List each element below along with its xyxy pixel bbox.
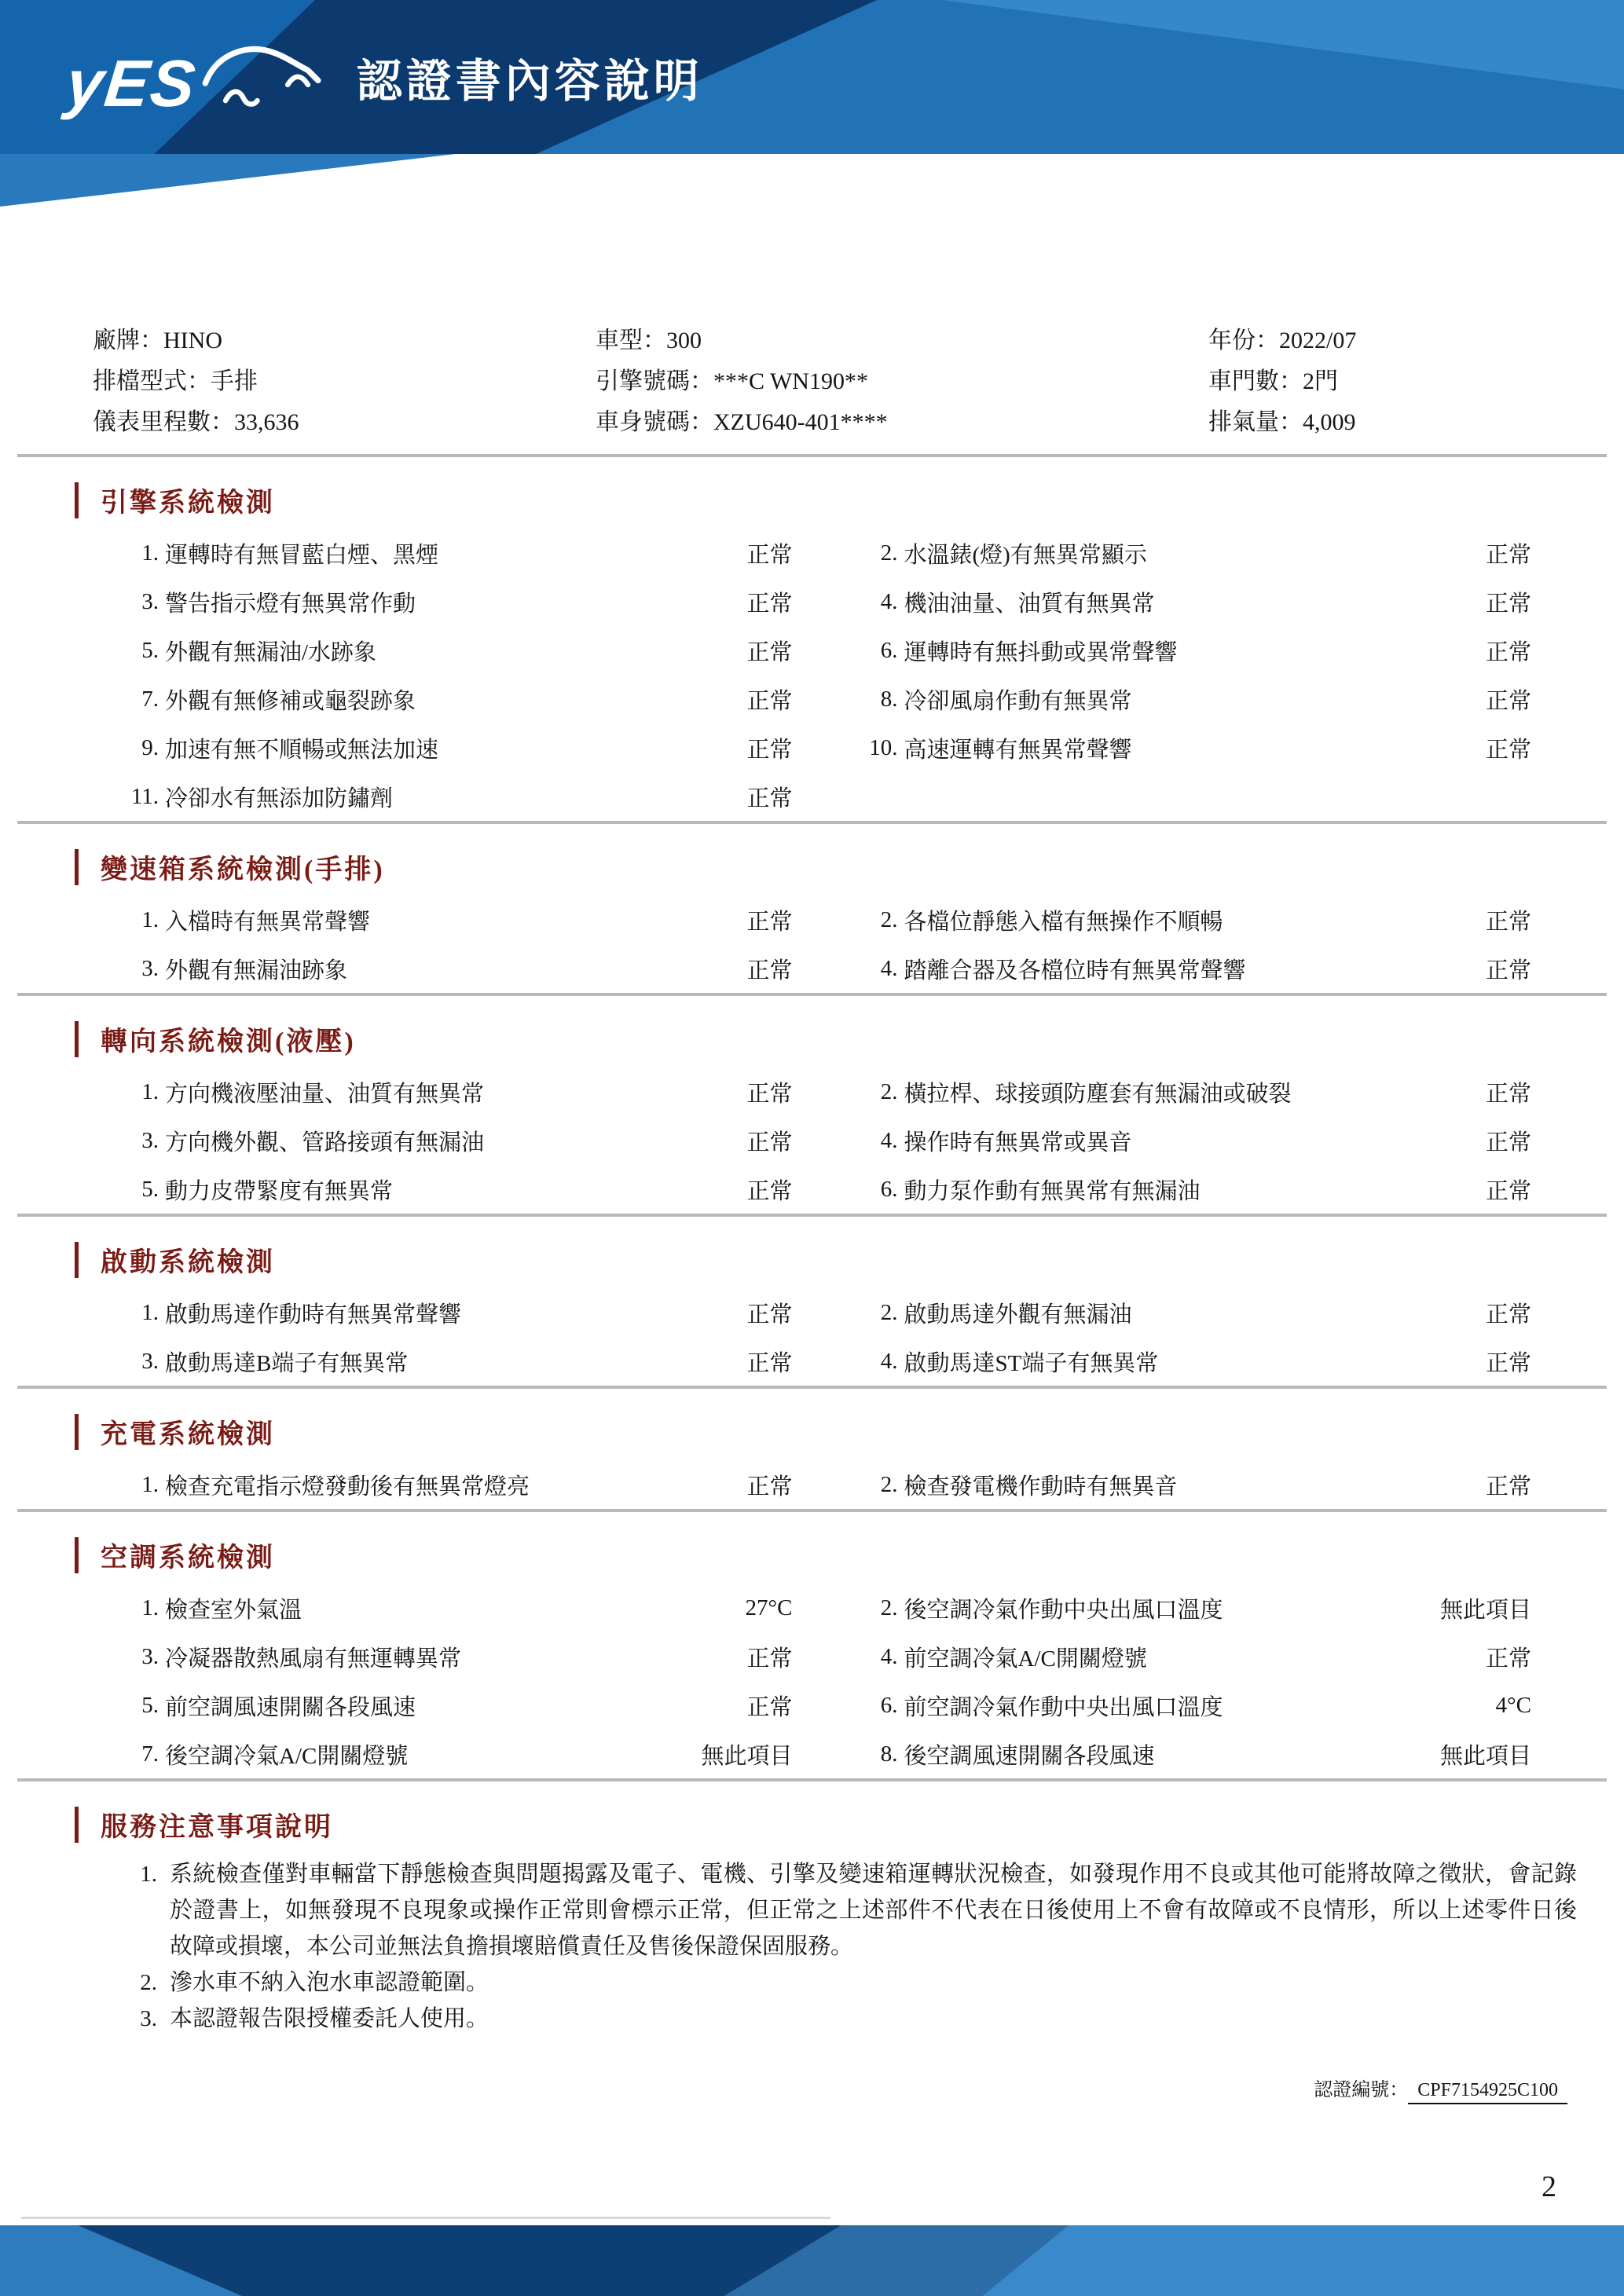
info-label: 排檔型式： <box>93 368 211 394</box>
item-label: 外觀有無漏油/水跡象 <box>165 639 377 665</box>
item-label: 方向機外觀、管路接頭有無漏油 <box>165 1130 485 1155</box>
section-title-bar <box>75 1242 79 1278</box>
item-number: 2. <box>880 1471 898 1497</box>
item-label: 冷卻風扇作動有無異常 <box>904 688 1132 714</box>
page-title: 認證書內容說明 <box>356 56 703 107</box>
item-number: 4. <box>880 1127 898 1153</box>
section-title <box>75 481 1624 519</box>
item-number: 2. <box>880 540 898 566</box>
item-number: 1. <box>141 1078 159 1104</box>
item-label: 橫拉桿、球接頭防塵套有無漏油或破裂 <box>904 1081 1292 1107</box>
item-number: 1. <box>141 1471 159 1497</box>
item-label: 動力泵作動有無異常有無漏油 <box>904 1178 1201 1204</box>
item-status: 正常 <box>1485 542 1531 568</box>
check-item <box>118 1632 793 1681</box>
item-number: 5. <box>141 1176 159 1202</box>
item-number: 1. <box>141 906 159 932</box>
item-status: 正常 <box>1485 591 1531 617</box>
section-title-text: 引擎系統檢測 <box>101 489 275 518</box>
check-item <box>857 675 1532 723</box>
section-title <box>75 848 1624 886</box>
check-item <box>118 772 793 821</box>
item-label: 水溫錶(燈)有無異常顯示 <box>904 542 1147 568</box>
info-value: HINO <box>163 328 222 353</box>
item-label: 機油油量、油質有無異常 <box>904 591 1155 617</box>
item-status: 正常 <box>1485 958 1531 983</box>
item-status: 正常 <box>746 1302 793 1327</box>
check-items <box>118 1067 1531 1214</box>
note-item <box>118 1856 1577 1965</box>
section-title-text: 轉向系統檢測(液壓) <box>101 1027 356 1056</box>
info-value: 2022/07 <box>1279 328 1357 353</box>
section-title <box>75 1020 1624 1058</box>
check-item <box>118 1288 793 1337</box>
section-title-text: 空調系統檢測 <box>101 1543 275 1573</box>
item-status: 正常 <box>1485 1081 1531 1107</box>
item-number: 6. <box>880 637 898 663</box>
item-label: 啟動馬達B端子有無異常 <box>165 1350 409 1376</box>
note-item <box>118 1965 1577 2001</box>
section-title-bar <box>75 849 79 885</box>
item-label: 冷凝器散熱風扇有無運轉異常 <box>165 1646 462 1672</box>
item-label: 後空調冷氣作動中央出風口溫度 <box>904 1597 1223 1623</box>
item-status: 無此項目 <box>1439 1743 1531 1769</box>
check-item <box>118 895 793 944</box>
item-label: 檢查室外氣溫 <box>165 1597 302 1623</box>
item-number: 6. <box>880 1692 898 1718</box>
check-item <box>118 1681 793 1730</box>
info-label: 年份： <box>1208 328 1279 353</box>
inspection-section <box>0 481 1624 821</box>
section-title-text: 變速箱系統檢測(手排) <box>101 855 385 884</box>
note-text: 系統檢查僅對車輛當下靜態檢查與問題揭露及電子、電機、引擎及變速箱運轉狀況檢查，如發現作用不良或其他可能將故障之徵狀，會記錄於證書上，如無發現不良現象或操作正常則會標示正常，但正常之上述部件不代表在日後使用上不會有故障或不良情形，所以上述零件日後故障或損壞，本公司並無法負擔損壞賠償責任及售後保證保固服務。 <box>170 1862 1577 1959</box>
item-number: 2. <box>880 906 898 932</box>
check-item <box>118 1460 793 1509</box>
item-label: 啟動馬達ST端子有無異常 <box>904 1350 1159 1376</box>
section-title <box>75 1240 1624 1279</box>
item-label: 警告指示燈有無異常作動 <box>165 591 416 617</box>
item-number: 4. <box>880 1348 898 1374</box>
page-header <box>0 0 1624 154</box>
info-label: 車門數： <box>1208 368 1303 394</box>
section-title <box>75 1805 1624 1844</box>
item-label: 各檔位靜態入檔有無操作不順暢 <box>904 909 1223 935</box>
item-status: 正常 <box>746 688 793 714</box>
item-number: 3. <box>141 1348 159 1374</box>
check-item <box>118 577 793 626</box>
item-status: 正常 <box>746 958 793 983</box>
item-number: 4. <box>880 955 898 981</box>
item-label: 前空調冷氣作動中央出風口溫度 <box>904 1694 1223 1720</box>
info-label: 廠牌： <box>93 328 163 353</box>
item-number: 3. <box>141 588 159 614</box>
item-number: 2. <box>880 1299 898 1325</box>
item-label: 檢查發電機作動時有無異音 <box>904 1474 1178 1500</box>
vehicle-info-field <box>1208 320 1624 361</box>
item-label: 加速有無不順暢或無法加速 <box>165 737 439 763</box>
item-status: 正常 <box>746 1474 793 1500</box>
note-text: 本認證報告限授權委託人使用。 <box>170 2006 489 2031</box>
info-label: 車身號碼： <box>596 409 713 435</box>
item-label: 外觀有無漏油跡象 <box>165 958 348 983</box>
item-status: 正常 <box>746 909 793 935</box>
check-items <box>118 529 1531 821</box>
item-number: 6. <box>880 1176 898 1202</box>
item-label: 檢查充電指示燈發動後有無異常燈亮 <box>165 1474 530 1500</box>
yes-logo-text: yES <box>63 46 200 120</box>
info-label: 車型： <box>596 328 666 353</box>
vehicle-info-field <box>93 402 596 443</box>
check-items <box>118 895 1531 993</box>
check-item <box>857 1681 1532 1730</box>
section-title-bar <box>75 1414 79 1450</box>
item-label: 冷卻水有無添加防鏽劑 <box>165 785 394 811</box>
check-items <box>118 1460 1531 1509</box>
check-item <box>118 675 793 723</box>
vehicle-info-field <box>596 361 1208 402</box>
certificate-number-value: CPF7154925C100 <box>1408 2080 1567 2104</box>
item-status: 正常 <box>1485 1130 1531 1155</box>
section-title <box>75 1412 1624 1451</box>
item-number: 1. <box>141 540 159 566</box>
item-status: 正常 <box>1485 1646 1531 1672</box>
item-number: 7. <box>141 1741 159 1767</box>
vehicle-info-field <box>596 320 1208 361</box>
item-status: 正常 <box>1485 1350 1531 1376</box>
certificate-number <box>1314 2074 1567 2101</box>
check-item <box>118 626 793 675</box>
item-number: 4. <box>880 588 898 614</box>
inspection-section <box>0 1020 1624 1214</box>
inspection-section <box>0 1536 1624 1778</box>
item-number: 2. <box>880 1078 898 1104</box>
section-title-bar <box>75 1021 79 1057</box>
section-title <box>75 1536 1624 1574</box>
info-value: ***C WN190** <box>713 368 868 394</box>
check-item <box>118 944 793 993</box>
inspection-section <box>0 1412 1624 1509</box>
section-divider <box>17 821 1607 824</box>
info-label: 引擎號碼： <box>596 368 713 394</box>
section-title-text: 充電系統檢測 <box>101 1420 275 1449</box>
inspection-section <box>0 848 1624 993</box>
item-number: 3. <box>141 1127 159 1153</box>
section-divider <box>17 993 1607 996</box>
item-number: 10. <box>869 734 898 760</box>
check-item <box>118 1584 793 1632</box>
check-item <box>857 1288 1532 1337</box>
item-number: 8. <box>880 686 898 712</box>
item-status: 正常 <box>746 542 793 568</box>
note-number: 2. <box>140 1970 157 1995</box>
vehicle-info-grid <box>0 320 1624 443</box>
check-item <box>857 1116 1532 1165</box>
check-item <box>857 626 1532 675</box>
item-label: 啟動馬達外觀有無漏油 <box>904 1302 1132 1327</box>
item-status: 正常 <box>746 785 793 811</box>
check-item <box>118 1165 793 1214</box>
check-item <box>857 1632 1532 1681</box>
item-status: 正常 <box>746 1178 793 1204</box>
section-divider <box>17 1214 1607 1217</box>
item-number: 1. <box>141 1595 159 1620</box>
item-status: 正常 <box>1485 1474 1531 1500</box>
item-label: 運轉時有無抖動或異常聲響 <box>904 639 1178 665</box>
item-status: 無此項目 <box>701 1743 793 1769</box>
certificate-number-label: 認證編號： <box>1314 2080 1409 2100</box>
item-number: 3. <box>141 955 159 981</box>
check-item <box>118 1337 793 1386</box>
vehicle-info-field <box>93 320 596 361</box>
item-label: 運轉時有無冒藍白煙、黑煙 <box>165 542 439 568</box>
yes-logo <box>63 38 325 120</box>
item-status: 正常 <box>746 1130 793 1155</box>
check-items <box>118 1584 1531 1778</box>
item-label: 外觀有無修補或龜裂跡象 <box>165 688 416 714</box>
item-number: 8. <box>880 1741 898 1767</box>
check-item <box>118 1067 793 1116</box>
page-footer <box>0 2225 1624 2296</box>
item-status: 正常 <box>1485 737 1531 763</box>
item-status: 正常 <box>1485 639 1531 665</box>
section-title-bar <box>75 482 79 518</box>
check-item <box>857 1460 1532 1509</box>
check-items <box>118 1288 1531 1386</box>
info-value: 300 <box>666 328 702 353</box>
section-title-bar <box>75 1807 79 1843</box>
header-inner <box>0 0 1624 154</box>
footer-accent-line <box>21 2217 830 2219</box>
section-divider <box>17 1509 1607 1512</box>
item-status: 正常 <box>746 1081 793 1107</box>
item-label: 入檔時有無異常聲響 <box>165 909 371 935</box>
section-title-text: 服務注意事項說明 <box>101 1813 333 1842</box>
check-item <box>118 529 793 577</box>
item-number: 5. <box>141 1692 159 1718</box>
item-status: 正常 <box>746 1694 793 1720</box>
vehicle-info-field <box>1208 361 1624 402</box>
section-divider <box>17 1386 1607 1389</box>
info-value: 2門 <box>1303 368 1338 394</box>
item-label: 啟動馬達作動時有無異常聲響 <box>165 1302 462 1327</box>
item-number: 7. <box>141 686 159 712</box>
item-status: 正常 <box>746 639 793 665</box>
item-number: 1. <box>141 1299 159 1325</box>
section-title-text: 啟動系統檢測 <box>101 1248 275 1277</box>
item-label: 前空調風速開關各段風速 <box>165 1694 416 1720</box>
check-item <box>857 895 1532 944</box>
item-label: 方向機液壓油量、油質有無異常 <box>165 1081 485 1107</box>
item-status: 正常 <box>1485 1302 1531 1327</box>
note-text: 滲水車不納入泡水車認證範圍。 <box>170 1970 489 1995</box>
item-number: 11. <box>130 783 159 809</box>
item-label: 前空調冷氣A/C開關燈號 <box>904 1646 1147 1672</box>
item-status: 正常 <box>746 1646 793 1672</box>
info-value: 手排 <box>211 368 258 394</box>
info-value: 4,009 <box>1303 409 1356 435</box>
info-value: XZU640-401**** <box>713 409 888 435</box>
check-item <box>118 723 793 772</box>
sections <box>0 481 1624 2037</box>
section-divider <box>17 1778 1607 1782</box>
item-label: 操作時有無異常或異音 <box>904 1130 1132 1155</box>
item-status: 正常 <box>1485 688 1531 714</box>
item-label: 踏離合器及各檔位時有無異常聲響 <box>904 958 1246 983</box>
item-label: 高速運轉有無異常聲響 <box>904 737 1132 763</box>
check-item <box>857 723 1532 772</box>
check-item <box>857 1337 1532 1386</box>
check-item <box>857 944 1532 993</box>
info-label: 排氣量： <box>1208 409 1303 435</box>
item-status: 正常 <box>746 737 793 763</box>
note-item <box>118 2001 1577 2037</box>
item-number: 3. <box>141 1643 159 1669</box>
check-item <box>857 529 1532 577</box>
car-outline-icon <box>200 38 325 115</box>
item-label: 後空調風速開關各段風速 <box>904 1743 1155 1769</box>
inspection-section <box>0 1240 1624 1386</box>
check-item <box>857 1730 1532 1778</box>
info-label: 儀表里程數： <box>93 409 234 435</box>
check-item <box>857 577 1532 626</box>
vehicle-info-field <box>1208 402 1624 443</box>
note-number: 1. <box>140 1862 157 1887</box>
check-item <box>857 1584 1532 1632</box>
item-status: 正常 <box>746 1350 793 1376</box>
vehicle-info-field <box>93 361 596 402</box>
notes-list <box>118 1856 1577 2037</box>
item-status: 正常 <box>746 591 793 617</box>
note-number: 3. <box>140 2006 157 2031</box>
item-status: 無此項目 <box>1439 1597 1531 1623</box>
check-item <box>857 1067 1532 1116</box>
item-number: 9. <box>141 734 159 760</box>
page-number: 2 <box>1542 2170 1556 2203</box>
check-item <box>118 1730 793 1778</box>
item-number: 5. <box>141 637 159 663</box>
item-number: 4. <box>880 1643 898 1669</box>
item-status: 27°C <box>745 1595 793 1620</box>
section-divider <box>17 454 1607 457</box>
section-title-bar <box>75 1537 79 1573</box>
item-status: 正常 <box>1485 909 1531 935</box>
item-label: 後空調冷氣A/C開關燈號 <box>165 1743 409 1769</box>
vehicle-info-field <box>596 402 1208 443</box>
notes-section <box>0 1805 1624 2037</box>
item-label: 動力皮帶緊度有無異常 <box>165 1178 394 1204</box>
info-value: 33,636 <box>234 409 299 435</box>
item-status: 4°C <box>1495 1692 1531 1718</box>
item-status: 正常 <box>1485 1178 1531 1204</box>
item-number: 2. <box>880 1595 898 1620</box>
check-item <box>118 1116 793 1165</box>
check-item <box>857 1165 1532 1214</box>
